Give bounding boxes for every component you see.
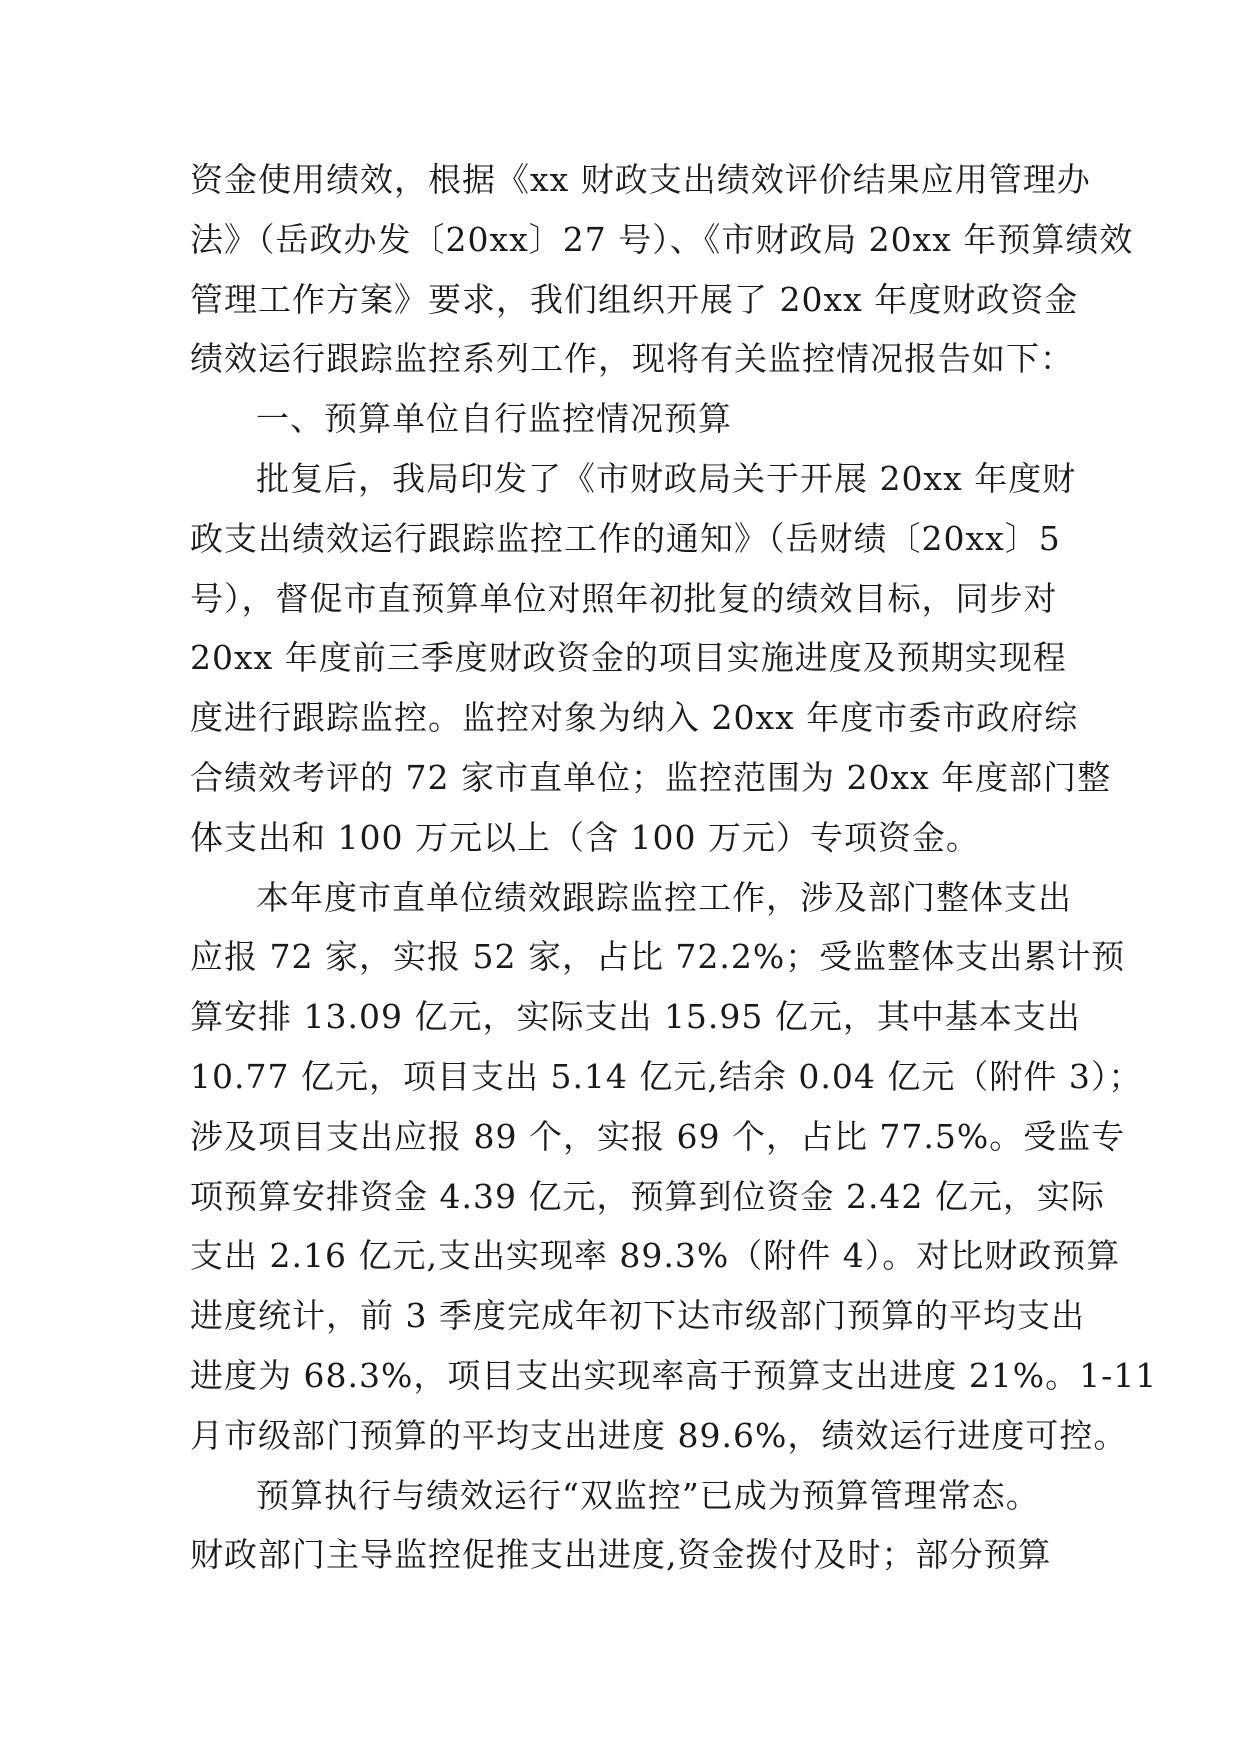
text-line: 20xx 年度前三季度财政资金的项目实施进度及预期实现程 xyxy=(190,638,1067,678)
text-line: 合绩效考评的 72 家市直单位；监控范围为 20xx 年度部门整 xyxy=(190,757,1112,797)
text-line: 号），督促市直预算单位对照年初批复的绩效目标，同步对 xyxy=(190,578,1058,618)
text-line: 绩效运行跟踪监控系列工作，现将有关监控情况报告如下： xyxy=(190,339,1074,379)
text-line: 政支出绩效运行跟踪监控工作的通知》（岳财绩〔20xx〕5 xyxy=(190,518,1061,558)
text-line: 预算执行与绩效运行“双监控”已成为预算管理常态。 xyxy=(256,1475,1040,1515)
text-line: 度进行跟踪监控。监控对象为纳入 20xx 年度市委市政府综 xyxy=(190,698,1079,738)
text-line: 管理工作方案》要求，我们组织开展了 20xx 年度财政资金 xyxy=(190,279,1079,319)
text-line: 涉及项目支出应报 89 个，实报 69 个，占比 77.5%。受监专 xyxy=(190,1116,1126,1156)
text-line: 月市级部门预算的平均支出进度 89.6%，绩效运行进度可控。 xyxy=(190,1415,1128,1455)
text-line: 本年度市直单位绩效跟踪监控工作，涉及部门整体支出 xyxy=(256,877,1072,917)
text-line: 应报 72 家，实报 52 家，占比 72.2%；受监整体支出累计预 xyxy=(190,937,1126,977)
text-line: 财政部门主导监控促推支出进度,资金拨付及时；部分预算 xyxy=(190,1535,1052,1575)
text-line: 进度统计，前 3 季度完成年初下达市级部门预算的平均支出 xyxy=(190,1296,1085,1336)
text-line: 进度为 68.3%，项目支出实现率高于预算支出进度 21%。1-11 xyxy=(190,1355,1158,1395)
text-line: 法》（岳政办发〔20xx〕27 号）、《市财政局 20xx 年预算绩效 xyxy=(190,219,1134,259)
text-line: 资金使用绩效，根据《xx 财政支出绩效评价结果应用管理办 xyxy=(190,160,1091,199)
text-line: 项预算安排资金 4.39 亿元，预算到位资金 2.42 亿元，实际 xyxy=(190,1176,1105,1216)
body-text xyxy=(190,150,1158,1585)
text-line: 算安排 13.09 亿元，实际支出 15.95 亿元，其中基本支出 xyxy=(190,997,1081,1037)
text-line: 支出 2.16 亿元,支出实现率 89.3%（附件 4）。对比财政预算 xyxy=(190,1236,1121,1276)
text-line: 批复后，我局印发了《市财政局关于开展 20xx 年度财 xyxy=(256,458,1077,498)
text-line: 体支出和 100 万元以上（含 100 万元）专项资金。 xyxy=(190,817,980,857)
text-line: 10.77 亿元，项目支出 5.14 亿元,结余 0.04 亿元（附件 3）； xyxy=(190,1056,1143,1096)
section-heading: 一、预算单位自行监控情况预算 xyxy=(256,399,732,439)
